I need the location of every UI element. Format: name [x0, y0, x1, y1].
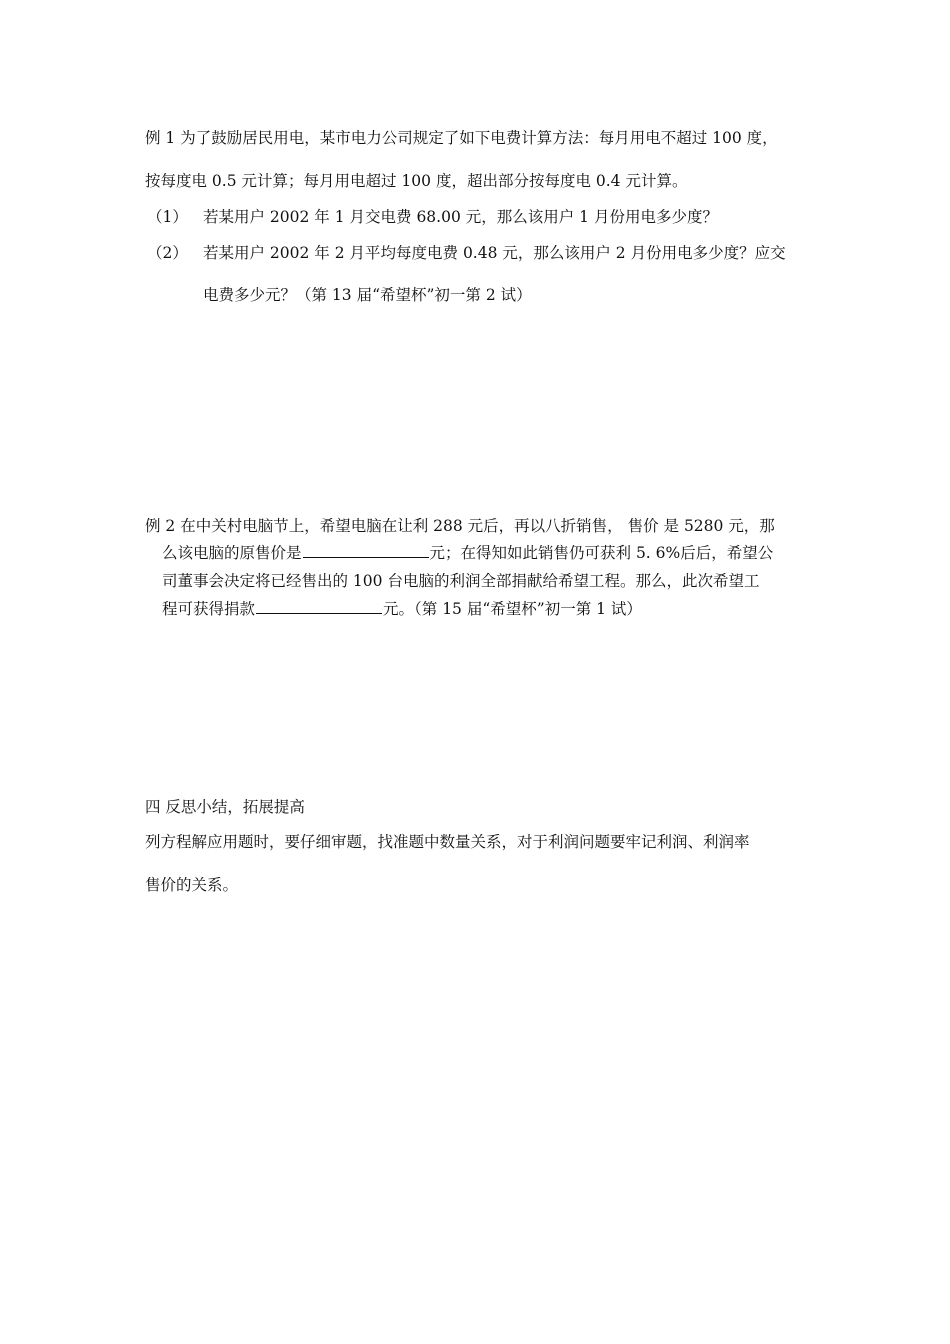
example2-line2	[162, 541, 773, 563]
example2-line4-post: 元。（第 15 届“希望杯”初一第 1 试）	[383, 600, 642, 618]
answer-blank-original-price[interactable]	[303, 543, 429, 558]
example2-line3: 司董事会决定将已经售出的 100 台电脑的利润全部捐献给希望工程。那么，此次希望工	[162, 572, 760, 590]
example2-line4-pre: 程可获得捐款	[162, 600, 256, 618]
section4-line2: 售价的关系。	[145, 876, 239, 894]
question2-text: 若某用户 2002 年 2 月平均每度电费 0.48 元，那么该用户 2 月份用电多少度？应交	[203, 244, 786, 262]
example2-line2-post: 元；在得知如此销售仍可获利 5. 6%后后，希望公	[429, 544, 774, 562]
example1-question2-continued: 电费多少元？（第 13 届“希望杯”初一第 2 试）	[203, 286, 532, 304]
example1-question1	[147, 205, 718, 227]
example1-line2: 按每度电 0.5 元计算；每月用电超过 100 度，超出部分按每度电 0.4 元计算。	[145, 172, 688, 190]
example1-question2	[147, 241, 786, 263]
example2-line1: 例 2 在中关村电脑节上，希望电脑在让利 288 元后，再以八折销售， 售价 是 5280 元，那	[145, 517, 775, 535]
example2-line2-pre: 么该电脑的原售价是	[162, 544, 302, 562]
example1-line1: 例 1 为了鼓励居民用电，某市电力公司规定了如下电费计算方法：每月用电不超过 100 度，	[145, 129, 778, 147]
question1-text: 若某用户 2002 年 1 月交电费 68.00 元，那么该用户 1 月份用电多少度？	[203, 208, 718, 226]
section4-heading: 四 反思小结，拓展提高	[145, 798, 305, 816]
question2-number: （2）	[147, 244, 188, 262]
answer-blank-donation[interactable]	[256, 599, 382, 614]
example2-line4	[162, 597, 642, 619]
question1-number: （1）	[147, 208, 188, 226]
section4-line1: 列方程解应用题时，要仔细审题，找准题中数量关系，对于利润问题要牢记利润、利润率	[145, 833, 750, 851]
